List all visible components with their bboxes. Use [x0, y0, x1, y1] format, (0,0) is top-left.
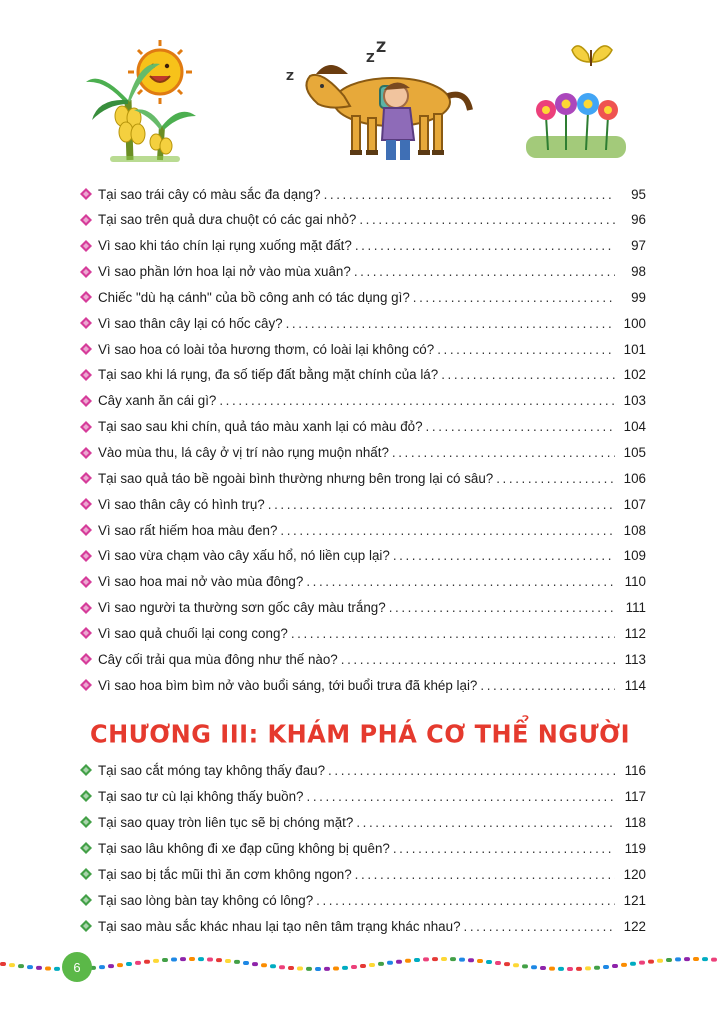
diamond-bullet-icon — [80, 790, 92, 802]
header-illustrations — [0, 0, 720, 178]
leader-dots — [268, 497, 615, 512]
toc-entry-title: Tại sao tư cù lại không thấy buồn? — [98, 788, 304, 804]
border-dash — [108, 964, 114, 968]
leader-dots — [219, 393, 615, 408]
border-dash — [630, 962, 636, 966]
border-dash — [585, 966, 591, 970]
border-dash — [135, 961, 141, 965]
toc-entry-title: Vì sao hoa có loài tỏa hương thơm, có loài lại không có? — [98, 341, 435, 357]
border-dash — [27, 965, 33, 969]
toc-entry-page: 97 — [631, 238, 646, 254]
leader-dots — [496, 471, 615, 486]
leader-dots — [316, 893, 615, 908]
leader-dots — [480, 678, 615, 693]
toc-entry-title: Tại sao trái cây có màu sắc đa dạng? — [98, 186, 321, 202]
border-dash — [495, 961, 501, 965]
diamond-bullet-icon — [80, 343, 92, 355]
diamond-bullet-icon — [80, 679, 92, 691]
toc-entry — [80, 864, 646, 884]
leader-dots — [354, 264, 615, 279]
diamond-bullet-icon — [80, 498, 92, 510]
toc-entry-page: 105 — [623, 445, 646, 460]
leader-dots — [359, 212, 615, 227]
border-dash — [612, 964, 618, 968]
diamond-bullet-icon — [80, 214, 92, 226]
diamond-bullet-icon — [80, 550, 92, 562]
leader-dots — [392, 445, 615, 460]
toc-entry — [80, 313, 646, 333]
chapter-3-heading: CHƯƠNG III: KHÁM PHÁ CƠ THỂ NGƯỜI — [89, 719, 631, 749]
banana-tree-sun-illustration — [86, 40, 196, 162]
toc-entry — [80, 786, 646, 806]
horse-and-boy-illustration — [286, 40, 470, 160]
leader-dots — [393, 548, 615, 563]
border-dash — [360, 964, 366, 968]
toc-entry-title: Vì sao thân cây có hình trụ? — [98, 496, 265, 512]
border-dash — [513, 963, 519, 967]
toc-entry — [80, 365, 646, 385]
toc-entry-page: 108 — [623, 522, 646, 538]
toc-entry-title: Cây xanh ăn cái gì? — [98, 393, 217, 409]
diamond-bullet-icon — [80, 240, 92, 252]
toc-entry-page: 119 — [624, 840, 646, 856]
toc-entry — [80, 210, 646, 230]
toc-entry — [80, 494, 646, 514]
border-dash — [180, 957, 186, 961]
toc-entry-title: Tại sao trên quả dưa chuột có các gai nhỏ? — [98, 212, 357, 228]
toc-entry-title: Tại sao khi lá rụng, đa số tiếp đất bằng mặt chính của lá? — [98, 367, 439, 383]
border-dash — [576, 967, 582, 971]
toc-entry-page: 95 — [631, 186, 646, 202]
toc-entry-title: Tại sao cắt móng tay không thấy đau? — [98, 762, 326, 778]
toc-entry-title: Vì sao phần lớn hoa lại nở vào mùa xuân? — [98, 264, 351, 280]
toc-entry — [80, 391, 646, 411]
toc-entry-title: Tại sao màu sắc khác nhau lại tạo nên tâm trạng khác nhau? — [98, 918, 461, 934]
border-dash — [693, 957, 699, 961]
border-dash — [387, 961, 393, 965]
border-dash — [432, 957, 438, 961]
diamond-bullet-icon — [80, 627, 92, 639]
toc-entry-title: Tại sao lâu không đi xe đạp cũng không bị quên? — [98, 840, 390, 856]
border-dash — [441, 957, 447, 961]
border-dash — [153, 959, 159, 963]
toc-entry — [80, 812, 646, 832]
leader-dots — [286, 316, 615, 331]
border-dash — [198, 957, 204, 961]
border-dash — [315, 967, 321, 971]
diamond-bullet-icon — [80, 266, 92, 278]
toc-entry-page: 116 — [624, 762, 646, 778]
toc-entry-title: Vì sao rất hiếm hoa màu đen? — [98, 522, 278, 538]
toc-entry-page: 118 — [624, 814, 646, 830]
diamond-bullet-icon — [80, 369, 92, 381]
leader-dots — [324, 187, 615, 202]
border-dash — [549, 967, 555, 971]
toc-entry-page: 122 — [623, 918, 646, 934]
border-dash — [279, 965, 285, 969]
leader-dots — [341, 652, 615, 667]
border-dash — [486, 960, 492, 964]
toc-entry-page: 107 — [623, 496, 646, 512]
border-dash — [522, 964, 528, 968]
border-dash — [666, 958, 672, 962]
border-dash — [594, 966, 600, 970]
toc-entry-title: Tại sao quả táo bề ngoài bình thường nhưng bên trong lại có sâu? — [98, 470, 494, 486]
border-dash — [603, 965, 609, 969]
border-dash — [207, 958, 213, 962]
leader-dots — [356, 815, 615, 830]
border-dash — [54, 967, 60, 971]
border-dash — [324, 967, 330, 971]
border-dash — [270, 964, 276, 968]
border-dash — [567, 967, 573, 971]
border-dash — [648, 960, 654, 964]
toc-entry-title: Vì sao khi táo chín lại rụng xuống mặt đất? — [98, 238, 352, 254]
flowers-butterfly-illustration — [526, 46, 626, 158]
svg-text:Z: Z — [286, 70, 294, 83]
border-dash — [621, 963, 627, 967]
border-dash — [171, 957, 177, 961]
toc-entry-page: 109 — [623, 548, 646, 564]
toc-entry-page: 111 — [625, 600, 646, 616]
border-dash — [378, 962, 384, 966]
border-dash — [684, 957, 690, 961]
toc-entry — [80, 838, 646, 858]
toc-entry-title: Tại sao bị tắc mũi thì ăn cơm không ngon? — [98, 866, 352, 882]
border-dash — [369, 963, 375, 967]
border-dash — [351, 965, 357, 969]
toc-entry — [80, 184, 646, 204]
border-dash — [117, 963, 123, 967]
border-dash — [18, 964, 24, 968]
leader-dots — [291, 626, 615, 641]
border-dash — [396, 960, 402, 964]
toc-entry-title: Vì sao thân cây lại có hốc cây? — [98, 315, 283, 331]
toc-entry-page: 100 — [623, 315, 646, 331]
toc-entry-page: 113 — [624, 651, 646, 667]
toc-entry-title: Vì sao quả chuối lại cong cong? — [98, 625, 288, 641]
decorative-dashed-border — [0, 940, 720, 990]
diamond-bullet-icon — [80, 524, 92, 536]
toc-entry-title: Vì sao người ta thường sơn gốc cây màu trắng? — [98, 600, 386, 616]
leader-dots — [426, 419, 615, 434]
leader-dots — [393, 841, 615, 856]
border-dash — [639, 961, 645, 965]
toc-entry — [80, 287, 646, 307]
diamond-bullet-icon — [80, 317, 92, 329]
toc-entry-title: Vì sao hoa mai nở vào mùa đông? — [98, 574, 304, 590]
border-dash — [288, 966, 294, 970]
diamond-bullet-icon — [80, 653, 92, 665]
svg-text:Z: Z — [376, 40, 387, 56]
border-dash — [243, 961, 249, 965]
border-dash — [450, 957, 456, 961]
toc-entry-page: 99 — [631, 289, 646, 305]
border-dash — [414, 958, 420, 962]
border-dash — [468, 958, 474, 962]
leader-dots — [328, 763, 615, 778]
leader-dots — [389, 600, 615, 615]
toc-entry-page: 98 — [631, 264, 646, 280]
diamond-bullet-icon — [80, 894, 92, 906]
border-dash — [36, 966, 42, 970]
border-dash — [216, 958, 222, 962]
leader-dots — [441, 367, 615, 382]
border-dash — [558, 967, 564, 971]
toc-entry-title: Tại sao sau khi chín, quả táo màu xanh lại có màu đỏ? — [98, 419, 423, 435]
border-dash — [657, 959, 663, 963]
toc-entry-page: 117 — [624, 788, 646, 804]
toc-entry — [80, 649, 646, 669]
border-dash — [189, 957, 195, 961]
leader-dots — [437, 342, 615, 357]
diamond-bullet-icon — [80, 920, 92, 932]
border-dash — [0, 962, 6, 966]
toc-entry-title: Cây cối trải qua mùa đông như thế nào? — [98, 651, 338, 667]
toc-entry — [80, 916, 646, 936]
border-dash — [225, 959, 231, 963]
border-dash — [333, 966, 339, 970]
toc-entry-page: 110 — [624, 574, 646, 590]
border-dash — [504, 962, 510, 966]
diamond-bullet-icon — [80, 291, 92, 303]
toc-entry-page: 96 — [631, 212, 646, 228]
border-dash — [252, 962, 258, 966]
leader-dots — [464, 919, 615, 934]
toc-entry-title: Tại sao lòng bàn tay không có lông? — [98, 892, 314, 908]
toc-entry — [80, 623, 646, 643]
toc-entry-title: Vào mùa thu, lá cây ở vị trí nào rụng muộn nhất? — [98, 445, 389, 460]
toc-entry — [80, 262, 646, 282]
diamond-bullet-icon — [80, 188, 92, 200]
border-dash — [126, 962, 132, 966]
toc-entry — [80, 468, 646, 488]
page-number-badge: 6 — [62, 952, 92, 982]
svg-text:Z: Z — [366, 51, 375, 65]
toc-entry-page: 103 — [623, 393, 646, 409]
border-dash — [477, 959, 483, 963]
leader-dots — [355, 238, 615, 253]
diamond-bullet-icon — [80, 842, 92, 854]
diamond-bullet-icon — [80, 472, 92, 484]
leader-dots — [413, 290, 615, 305]
diamond-bullet-icon — [80, 764, 92, 776]
border-dash — [162, 958, 168, 962]
border-dash — [405, 959, 411, 963]
toc-entry — [80, 520, 646, 540]
toc-entry-page: 101 — [623, 341, 646, 357]
toc-entry-page: 112 — [624, 625, 646, 641]
toc-entry-page: 106 — [623, 470, 646, 486]
border-dash — [423, 957, 429, 961]
border-dash — [261, 963, 267, 967]
diamond-bullet-icon — [80, 395, 92, 407]
border-dash — [711, 958, 717, 962]
toc-entry-page: 121 — [623, 892, 646, 908]
border-dash — [45, 967, 51, 971]
toc-entry-title: Tại sao quay tròn liên tục sẽ bị chóng mặt? — [98, 814, 354, 830]
toc-entry — [80, 546, 646, 566]
border-dash — [99, 965, 105, 969]
toc-entry — [80, 598, 646, 618]
border-dash — [702, 957, 708, 961]
diamond-bullet-icon — [80, 576, 92, 588]
diamond-bullet-icon — [80, 868, 92, 880]
border-dash — [342, 966, 348, 970]
diamond-bullet-icon — [80, 421, 92, 433]
toc-entry-title: Vì sao hoa bìm bìm nở vào buổi sáng, tới buổi trưa đã khép lại? — [98, 677, 478, 693]
toc-entry-title: Vì sao vừa chạm vào cây xấu hổ, nó liền cụp lại? — [98, 548, 390, 564]
toc-entry-page: 102 — [623, 367, 646, 383]
border-dash — [234, 960, 240, 964]
toc-entry — [80, 890, 646, 910]
toc-entry-title: Chiếc "dù hạ cánh" của bồ công anh có tác dụng gì? — [98, 289, 410, 305]
border-dash — [459, 958, 465, 962]
border-dash — [675, 957, 681, 961]
toc-entry-page: 120 — [623, 866, 646, 882]
diamond-bullet-icon — [80, 816, 92, 828]
toc-entry — [80, 675, 646, 695]
border-dash — [297, 967, 303, 971]
toc-entry — [80, 236, 646, 256]
border-dash — [9, 963, 15, 967]
toc-entry-page: 114 — [624, 677, 646, 693]
leader-dots — [306, 574, 615, 589]
border-dash — [306, 967, 312, 971]
toc-entry-page: 104 — [623, 419, 646, 435]
diamond-bullet-icon — [80, 602, 92, 614]
toc-entry — [80, 572, 646, 592]
toc-entry — [80, 417, 646, 437]
toc-entry — [80, 760, 646, 780]
toc-entry — [80, 339, 646, 359]
border-dash — [531, 965, 537, 969]
leader-dots — [280, 523, 615, 538]
diamond-bullet-icon — [80, 447, 92, 459]
border-dash — [144, 960, 150, 964]
toc-entry — [80, 443, 646, 463]
border-dash — [540, 966, 546, 970]
leader-dots — [355, 867, 615, 882]
leader-dots — [307, 789, 616, 804]
